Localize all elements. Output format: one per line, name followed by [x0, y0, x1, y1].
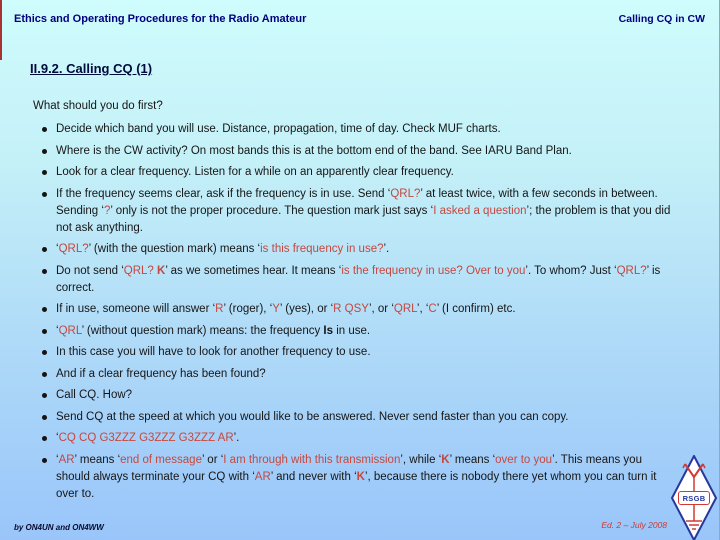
bullet-icon [42, 458, 47, 463]
bullet-icon [42, 350, 47, 355]
bullet-text: If the frequency seems clear, ask if the frequency is in use. Send ‘QRL?’ at least twice, with a few seconds in between. Sending ‘?’ only is not the proper procedure. The question mark just says ‘I asked a question’; the problem is that you did not ask anything. [56, 187, 671, 234]
bullet-text: Do not send ‘QRL? K’ as we sometimes hear. It means ‘is the frequency in use? Over to you’. To whom? Just ‘QRL?’ is correct. [56, 264, 661, 294]
bullet-text: If in use, someone will answer ‘R’ (roger), ‘Y’ (yes), or ‘R QSY’, or ‘QRL’, ‘C’ (I confirm) etc. [56, 303, 516, 315]
bullet-item [42, 263, 692, 297]
footer-edition: Ed. 2 – July 2008 [601, 520, 667, 530]
bullet-item [42, 186, 692, 237]
bullet-item [42, 409, 692, 426]
bullet-icon [42, 149, 47, 154]
bullet-icon [42, 436, 47, 441]
bullet-icon [42, 127, 47, 132]
footer-credit: by ON4UN and ON4WW [14, 523, 104, 532]
intro-question: What should you do first? [33, 100, 163, 112]
bullet-item [42, 143, 692, 160]
bullet-icon [42, 192, 47, 197]
bullet-item [42, 323, 692, 340]
bullet-icon [42, 415, 47, 420]
bullet-icon [42, 329, 47, 334]
bullet-text: ‘AR’ means ‘end of message’ or ‘I am through with this transmission’, while ‘K’ means ‘over to you’. This means you should always terminate your CQ with ‘AR’ and never with ‘K’, because there is nobody there yet whom you can turn it over to. [56, 453, 657, 500]
bullet-text: ‘CQ CQ G3ZZZ G3ZZZ G3ZZZ AR’. [56, 432, 240, 444]
bullet-item [42, 452, 692, 503]
bullet-icon [42, 269, 47, 274]
bullet-text: And if a clear frequency has been found? [56, 367, 266, 380]
bullet-text: Where is the CW activity? On most bands this is at the bottom end of the band. See IARU Band Plan. [56, 144, 572, 157]
bullet-list [42, 121, 692, 507]
bullet-text: ‘QRL’ (without question mark) means: the frequency Is in use. [56, 324, 371, 337]
bullet-icon [42, 393, 47, 398]
bullet-item [42, 164, 692, 181]
bullet-item [42, 121, 692, 138]
section-heading: II.9.2. Calling CQ (1) [30, 61, 153, 76]
bullet-text: In this case you will have to look for another frequency to use. [56, 346, 371, 358]
bullet-text: ‘QRL?’ (with the question mark) means ‘is this frequency in use?’. [56, 243, 390, 255]
bullet-item [42, 301, 692, 318]
bullet-item [42, 387, 692, 404]
bullet-icon [42, 170, 47, 175]
bullet-icon [42, 247, 47, 252]
bullet-icon [42, 372, 47, 377]
header-title: Ethics and Operating Procedures for the Radio Amateur [14, 13, 307, 25]
rsgb-logo-label: RSGB [678, 491, 710, 505]
bullet-icon [42, 307, 47, 312]
header-topic: Calling CQ in CW [618, 13, 705, 25]
bullet-item [42, 344, 692, 361]
left-edge-line [0, 0, 2, 60]
bullet-item [42, 430, 692, 447]
bullet-item [42, 241, 692, 258]
bullet-item [42, 366, 692, 383]
bullet-text: Send CQ at the speed at which you would like to be answered. Never send faster than you can copy. [56, 410, 569, 423]
bullet-text: Look for a clear frequency. Listen for a while on an apparently clear frequency. [56, 166, 454, 178]
rsgb-logo [671, 455, 717, 540]
bullet-text: Decide which band you will use. Distance, propagation, time of day. Check MUF charts. [56, 123, 501, 135]
bullet-text: Call CQ. How? [56, 389, 133, 401]
